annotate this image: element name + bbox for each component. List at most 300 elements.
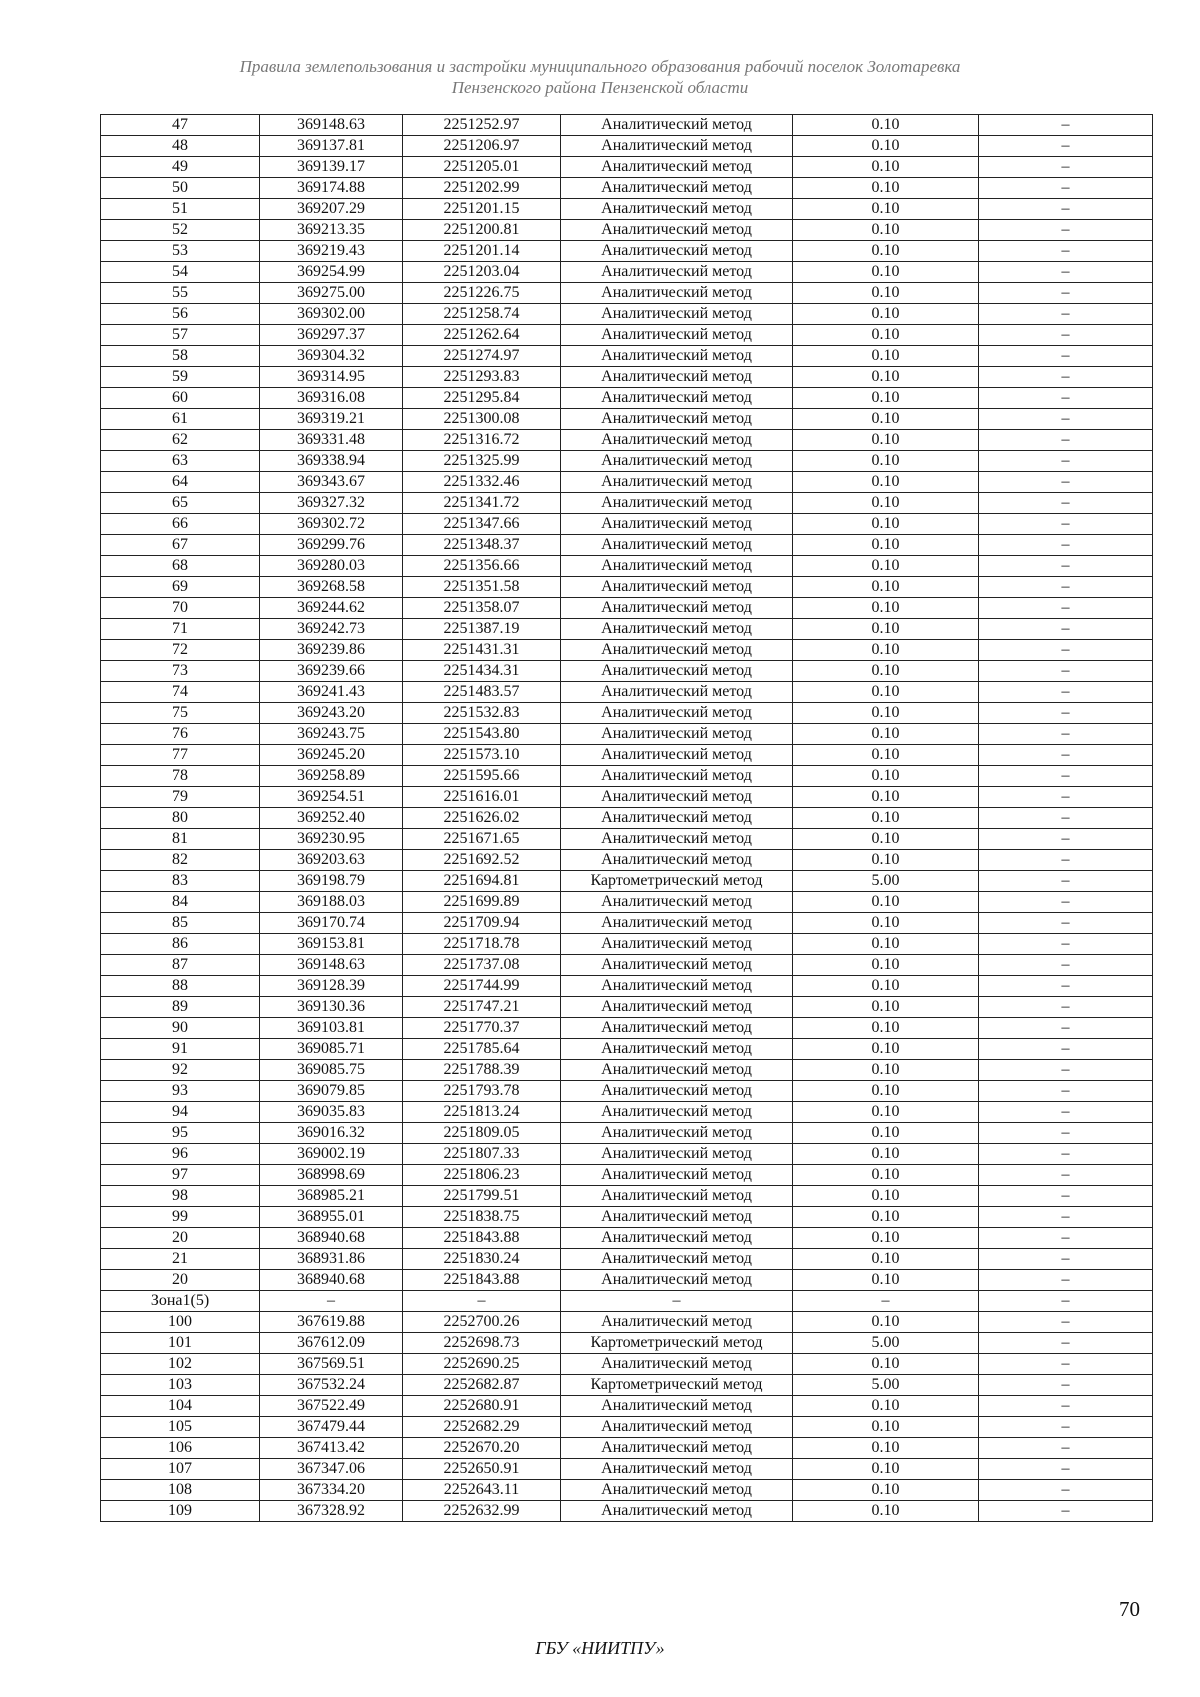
x-coordinate-cell: 369254.51 bbox=[260, 787, 403, 808]
x-coordinate-cell: 369343.67 bbox=[260, 472, 403, 493]
table-row bbox=[101, 955, 1153, 976]
point-number-cell: 109 bbox=[101, 1501, 260, 1522]
table-row bbox=[101, 1102, 1153, 1123]
method-cell: Аналитический метод bbox=[561, 346, 793, 367]
x-coordinate-cell: 369148.63 bbox=[260, 115, 403, 136]
point-number-cell: 56 bbox=[101, 304, 260, 325]
method-cell: Аналитический метод bbox=[561, 682, 793, 703]
method-cell: Аналитический метод bbox=[561, 1417, 793, 1438]
x-coordinate-cell: 368998.69 bbox=[260, 1165, 403, 1186]
note-cell: – bbox=[979, 871, 1153, 892]
y-coordinate-cell: 2252670.20 bbox=[403, 1438, 561, 1459]
table-row bbox=[101, 1291, 1153, 1312]
accuracy-cell: 0.10 bbox=[793, 430, 979, 451]
accuracy-cell: 0.10 bbox=[793, 1438, 979, 1459]
x-coordinate-cell: 369085.71 bbox=[260, 1039, 403, 1060]
table-row bbox=[101, 871, 1153, 892]
accuracy-cell: 0.10 bbox=[793, 1249, 979, 1270]
y-coordinate-cell: 2251348.37 bbox=[403, 535, 561, 556]
point-number-cell: 91 bbox=[101, 1039, 260, 1060]
accuracy-cell: 0.10 bbox=[793, 1081, 979, 1102]
table-row bbox=[101, 598, 1153, 619]
note-cell: – bbox=[979, 1165, 1153, 1186]
y-coordinate-cell: 2251434.31 bbox=[403, 661, 561, 682]
method-cell: Аналитический метод bbox=[561, 430, 793, 451]
y-coordinate-cell: – bbox=[403, 1291, 561, 1312]
y-coordinate-cell: 2251737.08 bbox=[403, 955, 561, 976]
x-coordinate-cell: 369241.43 bbox=[260, 682, 403, 703]
note-cell: – bbox=[979, 1270, 1153, 1291]
table-row bbox=[101, 1501, 1153, 1522]
accuracy-cell: 0.10 bbox=[793, 1417, 979, 1438]
accuracy-cell: 0.10 bbox=[793, 472, 979, 493]
point-number-cell: 78 bbox=[101, 766, 260, 787]
point-number-cell: 88 bbox=[101, 976, 260, 997]
table-row bbox=[101, 136, 1153, 157]
accuracy-cell: 0.10 bbox=[793, 367, 979, 388]
note-cell: – bbox=[979, 787, 1153, 808]
accuracy-cell: 0.10 bbox=[793, 703, 979, 724]
note-cell: – bbox=[979, 451, 1153, 472]
point-number-cell: 51 bbox=[101, 199, 260, 220]
accuracy-cell: 0.10 bbox=[793, 1144, 979, 1165]
note-cell: – bbox=[979, 1102, 1153, 1123]
accuracy-cell: 0.10 bbox=[793, 451, 979, 472]
y-coordinate-cell: 2251203.04 bbox=[403, 262, 561, 283]
table-row bbox=[101, 451, 1153, 472]
y-coordinate-cell: 2251431.31 bbox=[403, 640, 561, 661]
method-cell: Аналитический метод bbox=[561, 1060, 793, 1081]
x-coordinate-cell: 368985.21 bbox=[260, 1186, 403, 1207]
note-cell: – bbox=[979, 1186, 1153, 1207]
y-coordinate-cell: 2252682.87 bbox=[403, 1375, 561, 1396]
note-cell: – bbox=[979, 1249, 1153, 1270]
table-row bbox=[101, 409, 1153, 430]
table-row bbox=[101, 535, 1153, 556]
table-row bbox=[101, 1249, 1153, 1270]
table-row bbox=[101, 178, 1153, 199]
x-coordinate-cell: 369079.85 bbox=[260, 1081, 403, 1102]
x-coordinate-cell: 369302.72 bbox=[260, 514, 403, 535]
accuracy-cell: 0.10 bbox=[793, 724, 979, 745]
y-coordinate-cell: 2251843.88 bbox=[403, 1228, 561, 1249]
y-coordinate-cell: 2251295.84 bbox=[403, 388, 561, 409]
y-coordinate-cell: 2251692.52 bbox=[403, 850, 561, 871]
point-number-cell: 100 bbox=[101, 1312, 260, 1333]
note-cell: – bbox=[979, 304, 1153, 325]
x-coordinate-cell: 369245.20 bbox=[260, 745, 403, 766]
y-coordinate-cell: 2251626.02 bbox=[403, 808, 561, 829]
point-number-cell: 92 bbox=[101, 1060, 260, 1081]
point-number-cell: 108 bbox=[101, 1480, 260, 1501]
point-number-cell: 48 bbox=[101, 136, 260, 157]
point-number-cell: 106 bbox=[101, 1438, 260, 1459]
x-coordinate-cell: 368940.68 bbox=[260, 1270, 403, 1291]
point-number-cell: 59 bbox=[101, 367, 260, 388]
accuracy-cell: 0.10 bbox=[793, 1501, 979, 1522]
x-coordinate-cell: 369207.29 bbox=[260, 199, 403, 220]
x-coordinate-cell: 369258.89 bbox=[260, 766, 403, 787]
y-coordinate-cell: 2251316.72 bbox=[403, 430, 561, 451]
accuracy-cell: 0.10 bbox=[793, 493, 979, 514]
table-row bbox=[101, 1270, 1153, 1291]
point-number-cell: 105 bbox=[101, 1417, 260, 1438]
note-cell: – bbox=[979, 472, 1153, 493]
note-cell: – bbox=[979, 892, 1153, 913]
table-row bbox=[101, 304, 1153, 325]
method-cell: Аналитический метод bbox=[561, 220, 793, 241]
x-coordinate-cell: 367612.09 bbox=[260, 1333, 403, 1354]
method-cell: Аналитический метод bbox=[561, 283, 793, 304]
point-number-cell: 104 bbox=[101, 1396, 260, 1417]
method-cell: Аналитический метод bbox=[561, 178, 793, 199]
method-cell: Аналитический метод bbox=[561, 241, 793, 262]
table-row bbox=[101, 703, 1153, 724]
note-cell: – bbox=[979, 220, 1153, 241]
note-cell: – bbox=[979, 1480, 1153, 1501]
table-row bbox=[101, 1312, 1153, 1333]
x-coordinate-cell: 369254.99 bbox=[260, 262, 403, 283]
header-line-2: Пензенского района Пензенской области bbox=[451, 78, 749, 97]
accuracy-cell: 0.10 bbox=[793, 850, 979, 871]
point-number-cell: 101 bbox=[101, 1333, 260, 1354]
x-coordinate-cell: 369275.00 bbox=[260, 283, 403, 304]
y-coordinate-cell: 2252700.26 bbox=[403, 1312, 561, 1333]
method-cell: Аналитический метод bbox=[561, 934, 793, 955]
x-coordinate-cell: 369331.48 bbox=[260, 430, 403, 451]
x-coordinate-cell: 367413.42 bbox=[260, 1438, 403, 1459]
y-coordinate-cell: 2251799.51 bbox=[403, 1186, 561, 1207]
method-cell: Аналитический метод bbox=[561, 1396, 793, 1417]
point-number-cell: 57 bbox=[101, 325, 260, 346]
table-row bbox=[101, 1417, 1153, 1438]
accuracy-cell: 0.10 bbox=[793, 1312, 979, 1333]
x-coordinate-cell: 369299.76 bbox=[260, 535, 403, 556]
y-coordinate-cell: 2251532.83 bbox=[403, 703, 561, 724]
point-number-cell: 97 bbox=[101, 1165, 260, 1186]
point-number-cell: 50 bbox=[101, 178, 260, 199]
table-row bbox=[101, 346, 1153, 367]
method-cell: Аналитический метод bbox=[561, 1144, 793, 1165]
table-row bbox=[101, 493, 1153, 514]
note-cell: – bbox=[979, 724, 1153, 745]
note-cell: – bbox=[979, 157, 1153, 178]
accuracy-cell: 0.10 bbox=[793, 577, 979, 598]
method-cell: Аналитический метод bbox=[561, 745, 793, 766]
page-number: 70 bbox=[1119, 1597, 1140, 1621]
table-row bbox=[101, 199, 1153, 220]
y-coordinate-cell: 2251616.01 bbox=[403, 787, 561, 808]
note-cell: – bbox=[979, 577, 1153, 598]
x-coordinate-cell: 367569.51 bbox=[260, 1354, 403, 1375]
point-number-cell: 58 bbox=[101, 346, 260, 367]
note-cell: – bbox=[979, 1333, 1153, 1354]
point-number-cell: 52 bbox=[101, 220, 260, 241]
y-coordinate-cell: 2252650.91 bbox=[403, 1459, 561, 1480]
y-coordinate-cell: 2251770.37 bbox=[403, 1018, 561, 1039]
note-cell: – bbox=[979, 1207, 1153, 1228]
y-coordinate-cell: 2251356.66 bbox=[403, 556, 561, 577]
table-row bbox=[101, 241, 1153, 262]
x-coordinate-cell: 369139.17 bbox=[260, 157, 403, 178]
accuracy-cell: 0.10 bbox=[793, 535, 979, 556]
accuracy-cell: 0.10 bbox=[793, 997, 979, 1018]
y-coordinate-cell: 2251341.72 bbox=[403, 493, 561, 514]
point-number-cell: 60 bbox=[101, 388, 260, 409]
y-coordinate-cell: 2251573.10 bbox=[403, 745, 561, 766]
point-number-cell: 77 bbox=[101, 745, 260, 766]
y-coordinate-cell: 2251200.81 bbox=[403, 220, 561, 241]
method-cell: Аналитический метод bbox=[561, 1081, 793, 1102]
table-row bbox=[101, 1081, 1153, 1102]
y-coordinate-cell: 2251543.80 bbox=[403, 724, 561, 745]
note-cell: – bbox=[979, 1501, 1153, 1522]
note-cell: – bbox=[979, 913, 1153, 934]
table-row bbox=[101, 1333, 1153, 1354]
method-cell: Аналитический метод bbox=[561, 598, 793, 619]
note-cell: – bbox=[979, 934, 1153, 955]
table-row bbox=[101, 388, 1153, 409]
x-coordinate-cell: 369170.74 bbox=[260, 913, 403, 934]
accuracy-cell: 0.10 bbox=[793, 1165, 979, 1186]
method-cell: Аналитический метод bbox=[561, 976, 793, 997]
y-coordinate-cell: 2252682.29 bbox=[403, 1417, 561, 1438]
accuracy-cell: 0.10 bbox=[793, 829, 979, 850]
y-coordinate-cell: 2251252.97 bbox=[403, 115, 561, 136]
method-cell: Аналитический метод bbox=[561, 661, 793, 682]
point-number-cell: 103 bbox=[101, 1375, 260, 1396]
accuracy-cell: 0.10 bbox=[793, 325, 979, 346]
y-coordinate-cell: 2251206.97 bbox=[403, 136, 561, 157]
note-cell: – bbox=[979, 535, 1153, 556]
method-cell: Аналитический метод bbox=[561, 262, 793, 283]
method-cell: Аналитический метод bbox=[561, 451, 793, 472]
note-cell: – bbox=[979, 808, 1153, 829]
note-cell: – bbox=[979, 745, 1153, 766]
accuracy-cell: 0.10 bbox=[793, 1018, 979, 1039]
note-cell: – bbox=[979, 178, 1153, 199]
y-coordinate-cell: 2251809.05 bbox=[403, 1123, 561, 1144]
method-cell: Аналитический метод bbox=[561, 1018, 793, 1039]
point-number-cell: 74 bbox=[101, 682, 260, 703]
y-coordinate-cell: 2251483.57 bbox=[403, 682, 561, 703]
accuracy-cell: 0.10 bbox=[793, 745, 979, 766]
accuracy-cell: 0.10 bbox=[793, 556, 979, 577]
method-cell: Аналитический метод bbox=[561, 535, 793, 556]
method-cell: Аналитический метод bbox=[561, 850, 793, 871]
point-number-cell: 93 bbox=[101, 1081, 260, 1102]
table-row bbox=[101, 808, 1153, 829]
table-row bbox=[101, 766, 1153, 787]
coordinates-table-body bbox=[101, 115, 1153, 1522]
accuracy-cell: 0.10 bbox=[793, 640, 979, 661]
table-row bbox=[101, 1018, 1153, 1039]
accuracy-cell: 0.10 bbox=[793, 1102, 979, 1123]
table-row bbox=[101, 1438, 1153, 1459]
method-cell: Аналитический метод bbox=[561, 703, 793, 724]
accuracy-cell: 0.10 bbox=[793, 157, 979, 178]
y-coordinate-cell: 2251813.24 bbox=[403, 1102, 561, 1123]
note-cell: – bbox=[979, 1438, 1153, 1459]
accuracy-cell: 0.10 bbox=[793, 1354, 979, 1375]
point-number-cell: 82 bbox=[101, 850, 260, 871]
x-coordinate-cell: 369297.37 bbox=[260, 325, 403, 346]
x-coordinate-cell: 369016.32 bbox=[260, 1123, 403, 1144]
method-cell: Аналитический метод bbox=[561, 787, 793, 808]
point-number-cell: 83 bbox=[101, 871, 260, 892]
point-number-cell: 71 bbox=[101, 619, 260, 640]
x-coordinate-cell: 369213.35 bbox=[260, 220, 403, 241]
point-number-cell: 49 bbox=[101, 157, 260, 178]
method-cell: Аналитический метод bbox=[561, 199, 793, 220]
x-coordinate-cell: 367479.44 bbox=[260, 1417, 403, 1438]
method-cell: Аналитический метод bbox=[561, 619, 793, 640]
method-cell: Аналитический метод bbox=[561, 493, 793, 514]
x-coordinate-cell: 369230.95 bbox=[260, 829, 403, 850]
note-cell: – bbox=[979, 346, 1153, 367]
note-cell: – bbox=[979, 1144, 1153, 1165]
point-number-cell: 21 bbox=[101, 1249, 260, 1270]
note-cell: – bbox=[979, 367, 1153, 388]
x-coordinate-cell: 367334.20 bbox=[260, 1480, 403, 1501]
point-number-cell: 107 bbox=[101, 1459, 260, 1480]
y-coordinate-cell: 2252643.11 bbox=[403, 1480, 561, 1501]
table-row bbox=[101, 577, 1153, 598]
table-row bbox=[101, 1060, 1153, 1081]
table-row bbox=[101, 1354, 1153, 1375]
x-coordinate-cell: 368931.86 bbox=[260, 1249, 403, 1270]
table-row bbox=[101, 1144, 1153, 1165]
point-number-cell: 94 bbox=[101, 1102, 260, 1123]
accuracy-cell: 0.10 bbox=[793, 976, 979, 997]
x-coordinate-cell: 369239.66 bbox=[260, 661, 403, 682]
note-cell: – bbox=[979, 829, 1153, 850]
table-row bbox=[101, 325, 1153, 346]
y-coordinate-cell: 2251843.88 bbox=[403, 1270, 561, 1291]
x-coordinate-cell: 369153.81 bbox=[260, 934, 403, 955]
x-coordinate-cell: 369314.95 bbox=[260, 367, 403, 388]
table-row bbox=[101, 997, 1153, 1018]
accuracy-cell: 5.00 bbox=[793, 1333, 979, 1354]
note-cell: – bbox=[979, 241, 1153, 262]
footer-organization: ГБУ «НИИТПУ» bbox=[535, 1638, 665, 1658]
x-coordinate-cell: 369304.32 bbox=[260, 346, 403, 367]
point-number-cell: 72 bbox=[101, 640, 260, 661]
y-coordinate-cell: 2252698.73 bbox=[403, 1333, 561, 1354]
point-number-cell: 73 bbox=[101, 661, 260, 682]
note-cell: – bbox=[979, 1060, 1153, 1081]
table-row bbox=[101, 682, 1153, 703]
note-cell: – bbox=[979, 493, 1153, 514]
y-coordinate-cell: 2251671.65 bbox=[403, 829, 561, 850]
point-number-cell: 87 bbox=[101, 955, 260, 976]
note-cell: – bbox=[979, 640, 1153, 661]
y-coordinate-cell: 2251718.78 bbox=[403, 934, 561, 955]
note-cell: – bbox=[979, 556, 1153, 577]
point-number-cell: 84 bbox=[101, 892, 260, 913]
accuracy-cell: 0.10 bbox=[793, 1039, 979, 1060]
point-number-cell: 69 bbox=[101, 577, 260, 598]
point-number-cell: 67 bbox=[101, 535, 260, 556]
x-coordinate-cell: 369242.73 bbox=[260, 619, 403, 640]
x-coordinate-cell: 369327.32 bbox=[260, 493, 403, 514]
note-cell: – bbox=[979, 661, 1153, 682]
table-row bbox=[101, 472, 1153, 493]
point-number-cell: 99 bbox=[101, 1207, 260, 1228]
method-cell: Аналитический метод bbox=[561, 367, 793, 388]
x-coordinate-cell: 367619.88 bbox=[260, 1312, 403, 1333]
table-row bbox=[101, 976, 1153, 997]
table-row bbox=[101, 556, 1153, 577]
method-cell: – bbox=[561, 1291, 793, 1312]
table-row bbox=[101, 157, 1153, 178]
point-number-cell: 53 bbox=[101, 241, 260, 262]
x-coordinate-cell: 369103.81 bbox=[260, 1018, 403, 1039]
note-cell: – bbox=[979, 1312, 1153, 1333]
table-row bbox=[101, 220, 1153, 241]
point-number-cell: 68 bbox=[101, 556, 260, 577]
table-row bbox=[101, 1375, 1153, 1396]
note-cell: – bbox=[979, 1417, 1153, 1438]
point-number-cell: 76 bbox=[101, 724, 260, 745]
accuracy-cell: 0.10 bbox=[793, 682, 979, 703]
table-row bbox=[101, 1165, 1153, 1186]
note-cell: – bbox=[979, 283, 1153, 304]
point-number-cell: 96 bbox=[101, 1144, 260, 1165]
y-coordinate-cell: 2251744.99 bbox=[403, 976, 561, 997]
x-coordinate-cell: 369244.62 bbox=[260, 598, 403, 619]
x-coordinate-cell: 368955.01 bbox=[260, 1207, 403, 1228]
accuracy-cell: 0.10 bbox=[793, 1480, 979, 1501]
note-cell: – bbox=[979, 115, 1153, 136]
note-cell: – bbox=[979, 262, 1153, 283]
note-cell: – bbox=[979, 1291, 1153, 1312]
method-cell: Аналитический метод bbox=[561, 1438, 793, 1459]
x-coordinate-cell: 369002.19 bbox=[260, 1144, 403, 1165]
table-row bbox=[101, 262, 1153, 283]
table-row bbox=[101, 913, 1153, 934]
accuracy-cell: 0.10 bbox=[793, 1270, 979, 1291]
accuracy-cell: 0.10 bbox=[793, 304, 979, 325]
point-number-cell: 90 bbox=[101, 1018, 260, 1039]
method-cell: Аналитический метод bbox=[561, 388, 793, 409]
note-cell: – bbox=[979, 1459, 1153, 1480]
y-coordinate-cell: 2251807.33 bbox=[403, 1144, 561, 1165]
point-number-cell: 89 bbox=[101, 997, 260, 1018]
x-coordinate-cell: 369243.75 bbox=[260, 724, 403, 745]
note-cell: – bbox=[979, 1039, 1153, 1060]
y-coordinate-cell: 2251202.99 bbox=[403, 178, 561, 199]
table-row bbox=[101, 1207, 1153, 1228]
method-cell: Аналитический метод bbox=[561, 1459, 793, 1480]
table-row bbox=[101, 724, 1153, 745]
point-number-cell: 55 bbox=[101, 283, 260, 304]
y-coordinate-cell: 2251358.07 bbox=[403, 598, 561, 619]
note-cell: – bbox=[979, 598, 1153, 619]
x-coordinate-cell: 369252.40 bbox=[260, 808, 403, 829]
table-row bbox=[101, 514, 1153, 535]
y-coordinate-cell: 2251838.75 bbox=[403, 1207, 561, 1228]
method-cell: Аналитический метод bbox=[561, 997, 793, 1018]
point-number-cell: 86 bbox=[101, 934, 260, 955]
note-cell: – bbox=[979, 409, 1153, 430]
table-row bbox=[101, 934, 1153, 955]
table-row bbox=[101, 1228, 1153, 1249]
note-cell: – bbox=[979, 514, 1153, 535]
point-number-cell: 81 bbox=[101, 829, 260, 850]
y-coordinate-cell: 2252632.99 bbox=[403, 1501, 561, 1522]
x-coordinate-cell: 369316.08 bbox=[260, 388, 403, 409]
